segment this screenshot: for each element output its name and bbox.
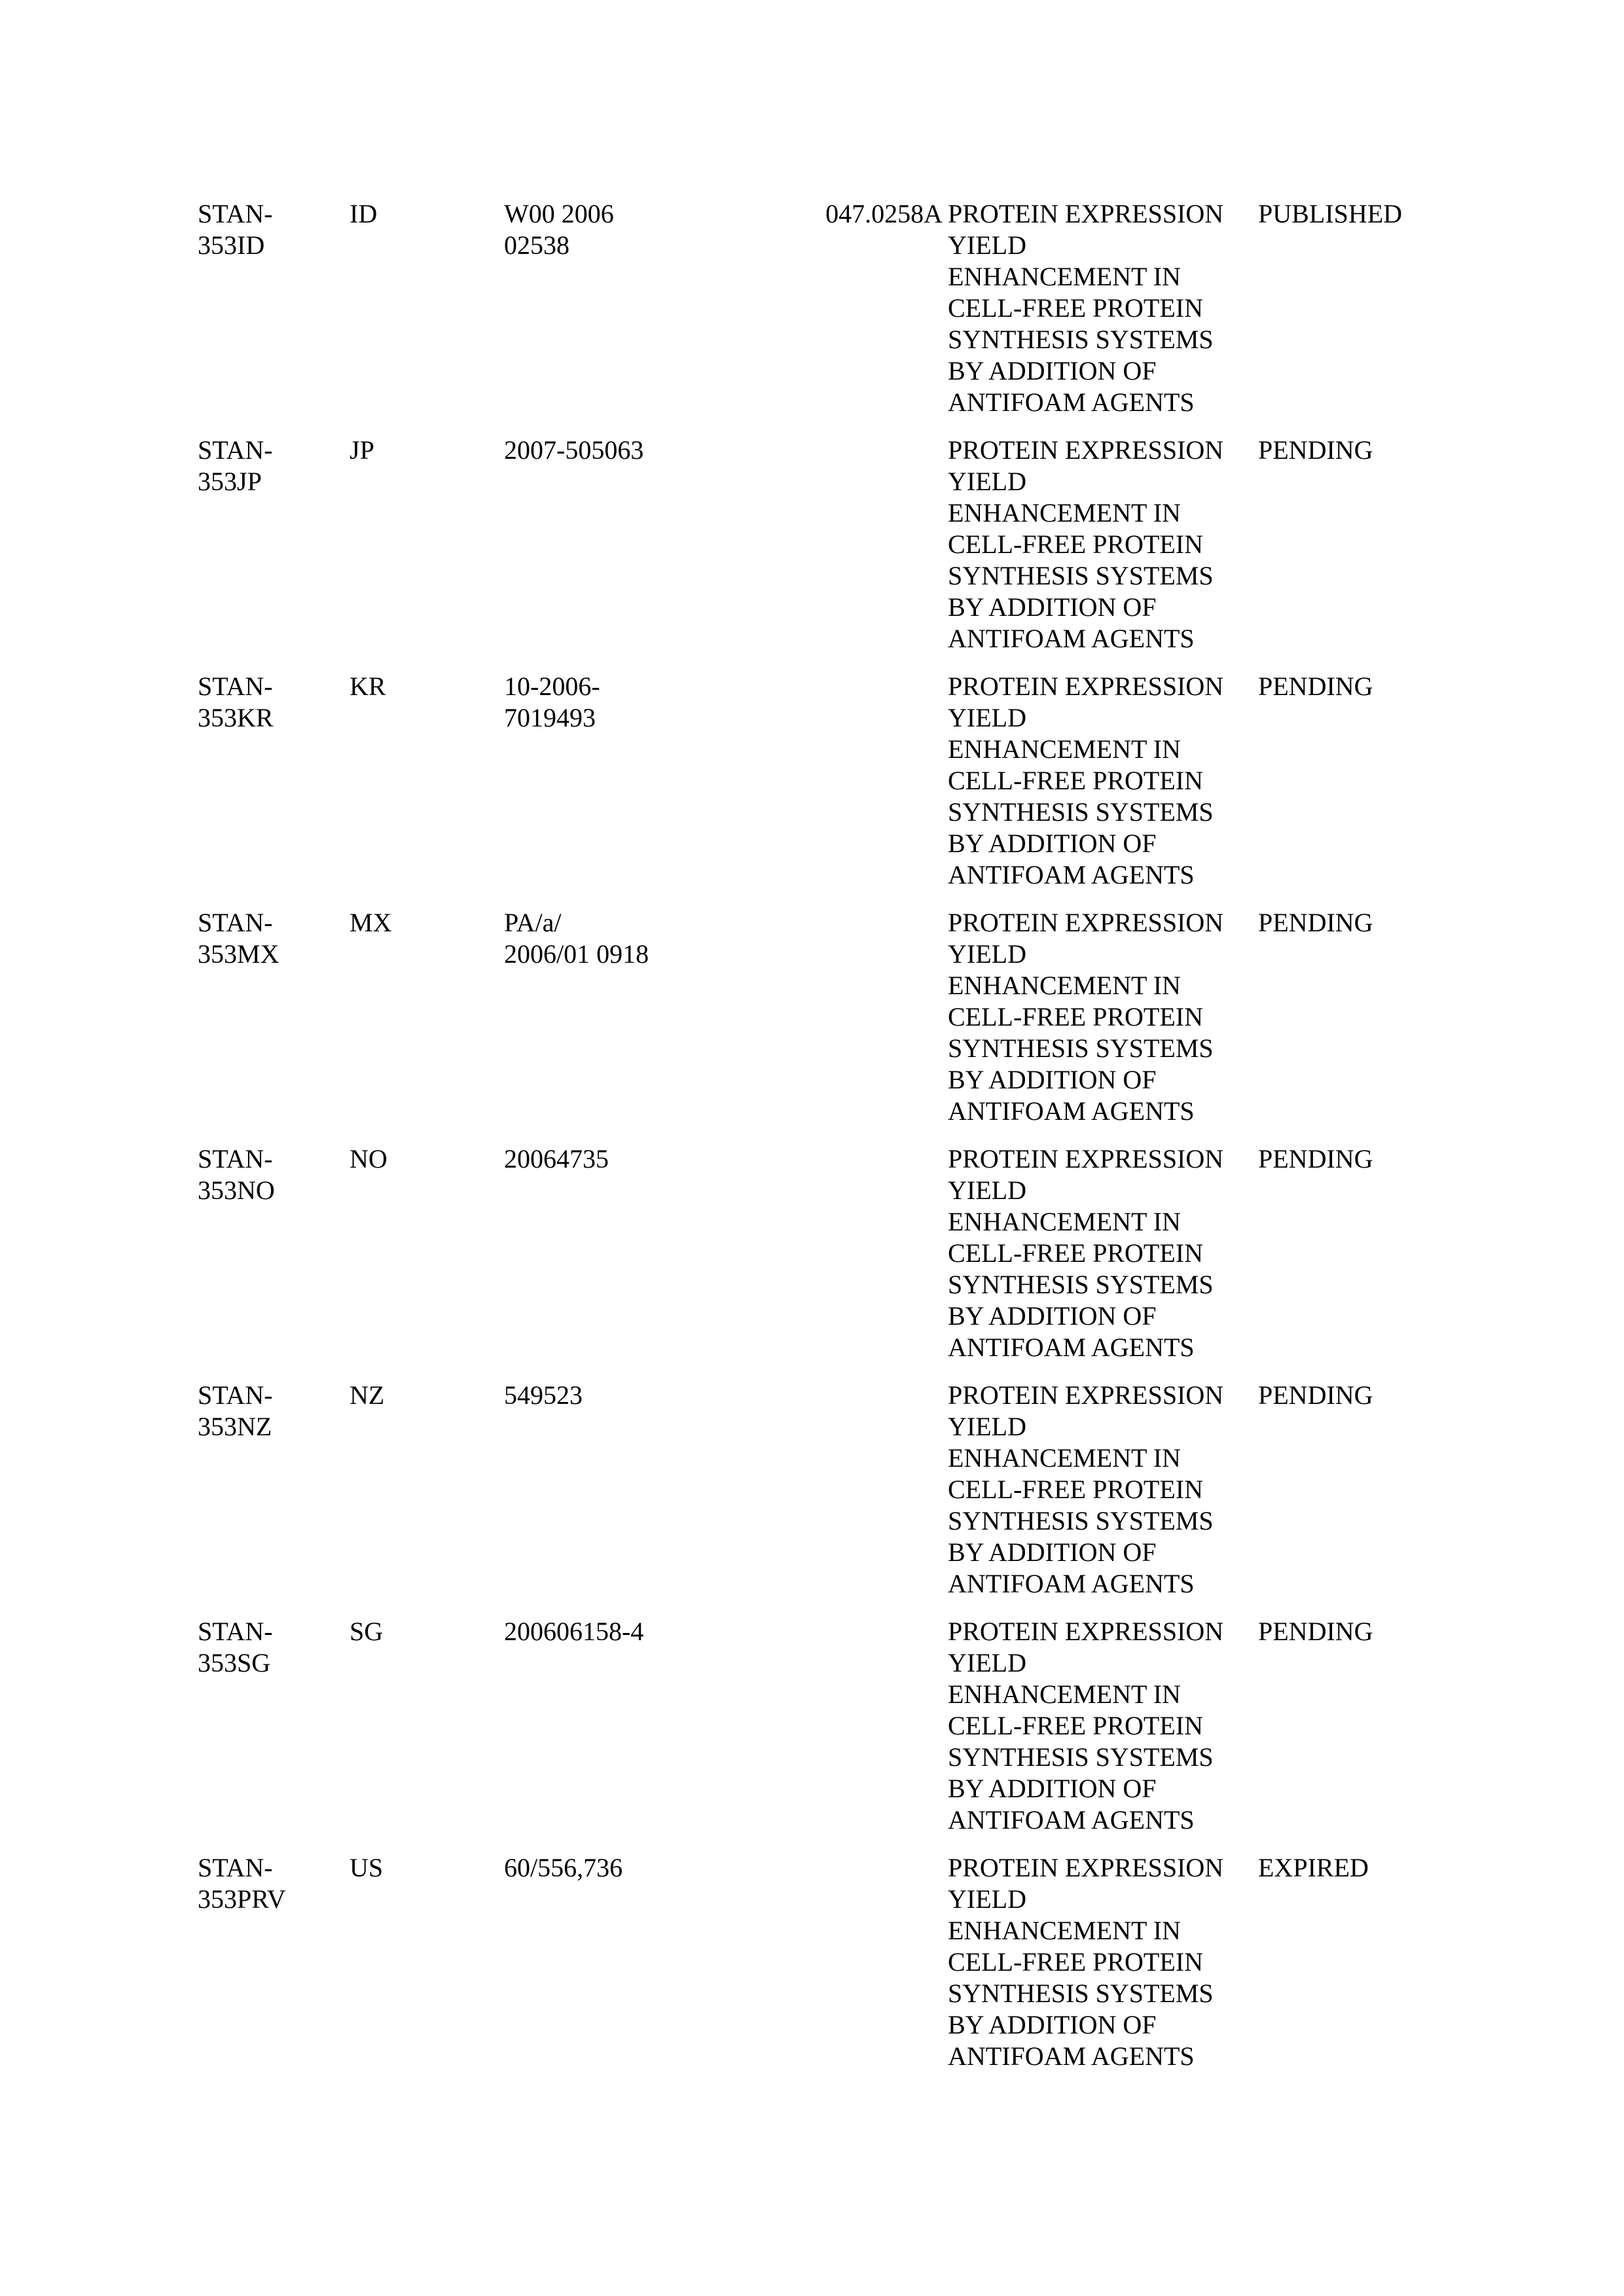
- patent-status: PENDING: [1258, 1380, 1373, 1410]
- patent-status: PENDING: [1258, 435, 1373, 465]
- patent-status: PENDING: [1258, 1144, 1373, 1174]
- patent-title: PROTEIN EXPRESSION YIELD ENHANCEMENT IN CELL-FREE PROTEIN SYNTHESIS SYSTEMS BY ADDITION OF ANTIFOAM AGENTS: [948, 672, 1224, 889]
- patent-ref: STAN- 353KR: [198, 672, 274, 732]
- patent-row: [0, 1380, 1624, 1596]
- patent-country: NZ: [350, 1380, 385, 1410]
- patent-row: [0, 1143, 1624, 1362]
- patent-title: PROTEIN EXPRESSION YIELD ENHANCEMENT IN CELL-FREE PROTEIN SYNTHESIS SYSTEMS BY ADDITION OF ANTIFOAM AGENTS: [948, 435, 1224, 653]
- patent-ref: STAN- 353PRV: [198, 1853, 286, 1914]
- patent-country: MX: [350, 908, 392, 937]
- patent-application-number: 2007-505063: [504, 435, 644, 465]
- patent-status: PENDING: [1258, 908, 1373, 937]
- patent-country: JP: [350, 435, 374, 465]
- patent-status: PENDING: [1258, 672, 1373, 701]
- patent-ref: STAN- 353ID: [198, 199, 273, 260]
- patent-row: [0, 1852, 1624, 2071]
- patent-ref: STAN- 353MX: [198, 908, 280, 969]
- patent-row: [0, 671, 1624, 887]
- patent-row: [0, 198, 1624, 417]
- patent-title: PROTEIN EXPRESSION YIELD ENHANCEMENT IN CELL-FREE PROTEIN SYNTHESIS SYSTEMS BY ADDITION OF ANTIFOAM AGENTS: [948, 1853, 1224, 2071]
- patent-application-number: 200606158-4: [504, 1617, 644, 1646]
- patent-status: PUBLISHED: [1258, 199, 1403, 228]
- patent-ref: STAN- 353NO: [198, 1144, 275, 1205]
- patent-country: US: [350, 1853, 384, 1882]
- patent-application-number: 10-2006- 7019493: [504, 672, 600, 732]
- patent-country: NO: [350, 1144, 388, 1174]
- patent-country: ID: [350, 199, 378, 228]
- patent-title: PROTEIN EXPRESSION YIELD ENHANCEMENT IN CELL-FREE PROTEIN SYNTHESIS SYSTEMS BY ADDITION OF ANTIFOAM AGENTS: [948, 1380, 1224, 1598]
- patent-application-number: 20064735: [504, 1144, 609, 1174]
- patent-application-number: PA/a/ 2006/01 0918: [504, 908, 649, 969]
- patent-ref: STAN- 353NZ: [198, 1380, 273, 1441]
- patent-title: PROTEIN EXPRESSION YIELD ENHANCEMENT IN CELL-FREE PROTEIN SYNTHESIS SYSTEMS BY ADDITION OF ANTIFOAM AGENTS: [948, 1144, 1224, 1362]
- patent-ref: STAN- 353JP: [198, 435, 273, 496]
- patent-country: SG: [350, 1617, 384, 1646]
- patent-row: [0, 435, 1624, 651]
- patent-status: PENDING: [1258, 1617, 1373, 1646]
- patent-title: PROTEIN EXPRESSION YIELD ENHANCEMENT IN CELL-FREE PROTEIN SYNTHESIS SYSTEMS BY ADDITION OF ANTIFOAM AGENTS: [948, 199, 1224, 417]
- patent-ref: STAN- 353SG: [198, 1617, 273, 1677]
- patent-application-number: 549523: [504, 1380, 583, 1410]
- patent-country: KR: [350, 672, 386, 701]
- patent-title: PROTEIN EXPRESSION YIELD ENHANCEMENT IN CELL-FREE PROTEIN SYNTHESIS SYSTEMS BY ADDITION OF ANTIFOAM AGENTS: [948, 908, 1224, 1126]
- patent-row: [0, 907, 1624, 1126]
- patent-row: [0, 1616, 1624, 1835]
- patent-title: PROTEIN EXPRESSION YIELD ENHANCEMENT IN CELL-FREE PROTEIN SYNTHESIS SYSTEMS BY ADDITION OF ANTIFOAM AGENTS: [948, 1617, 1224, 1835]
- patent-application-number: W00 2006 02538: [504, 199, 614, 260]
- patent-status: EXPIRED: [1258, 1853, 1369, 1882]
- patent-docket-code: 047.0258A: [825, 199, 943, 228]
- patent-application-number: 60/556,736: [504, 1853, 623, 1882]
